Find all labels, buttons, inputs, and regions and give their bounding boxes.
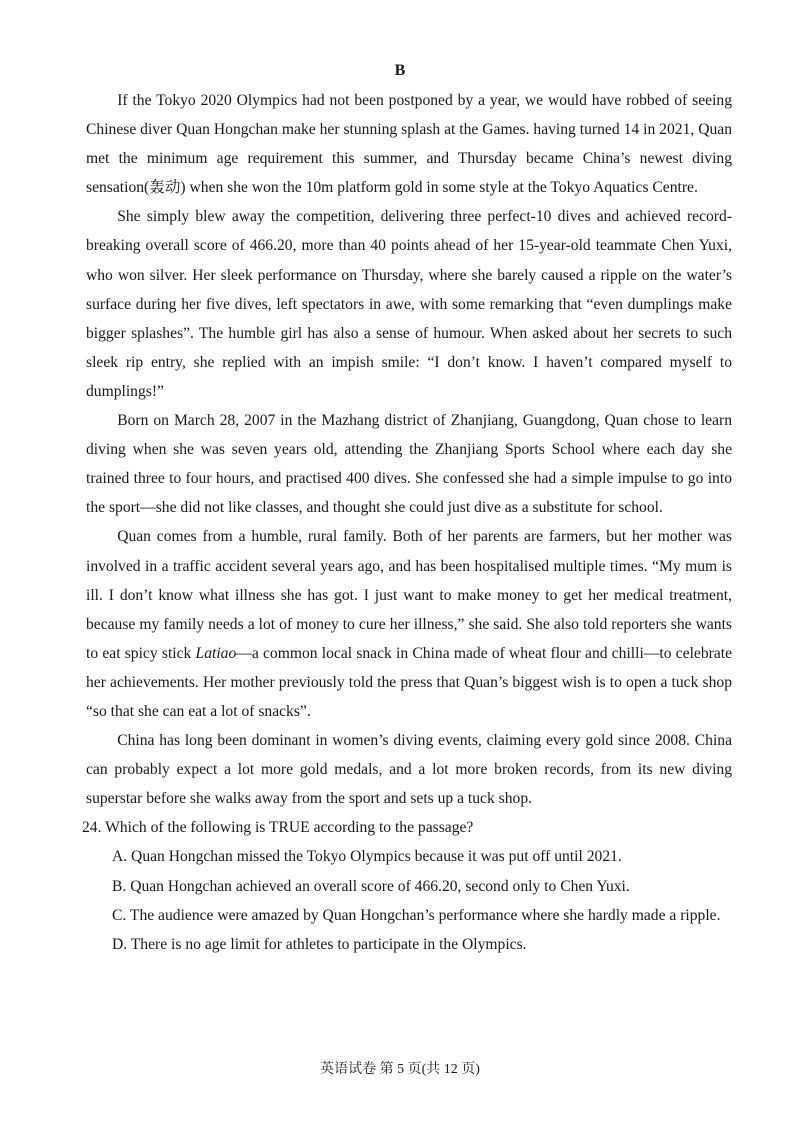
page-footer: 英语试卷 第 5 页(共 12 页) bbox=[320, 1062, 480, 1077]
passage bbox=[82, 86, 733, 959]
paragraph-4-text-end: —a common local snack in China made of wheat flour and chilli—to celebrate her achievements. Her mother previously told the press that Quan’s biggest wish is to open a tuck shop “so that she can eat a lot of snacks”. bbox=[86, 644, 733, 720]
latiao-term: Latiao bbox=[195, 644, 237, 662]
paragraph-2: She simply blew away the competition, delivering three perfect-10 dives and achieved record-breaking overall score of 466.20, more than 40 points ahead of her 15-year-old teammate Chen Yuxi, who won silver. Her sleek performance on Thursday, where she barely caused a ripple on the water’s surface during her five dives, left spectators in awe, with some remarking that “even dumplings make bigger splashes”. The humble girl has also a sense of humour. When asked about her secrets to such sleek rip entry, she replied with an impish smile: “I don’t know. I haven’t compared myself to dumplings!” bbox=[86, 208, 732, 400]
section-label: B bbox=[394, 62, 406, 79]
paragraph-3: Born on March 28, 2007 in the Mazhang district of Zhanjiang, Guangdong, Quan chose to learn diving when she was seven years old, attending the Zhanjiang Sports School where each day she trained three to four hours, and practised 400 dives. She confessed she had a simple impulse to go into the sport—she did not like classes, and thought she could just dive as a substitute for school. bbox=[86, 412, 732, 517]
option-b: B. Quan Hongchan achieved an overall score of 466.20, second only to Chen Yuxi. bbox=[112, 877, 630, 895]
paragraph-4-text-start: Quan comes from a humble, rural family. Both of her parents are farmers, but her mother was involved in a traffic accident several years ago, and has been hospitalised multiple times. “My mum is ill. I don’t know what illness she has got. I just want to make money to get her medical treatment, because my family needs a lot of money to cure her illness,” she said. She also told reporters she wants to eat spicy stick bbox=[86, 528, 732, 662]
option-c: C. The audience were amazed by Quan Hongchan’s performance where she hardly made a ripple. bbox=[112, 906, 721, 924]
question-24-stem: 24. Which of the following is TRUE according to the passage? bbox=[82, 819, 474, 837]
paragraph-4 bbox=[86, 522, 732, 726]
paragraph-5: China has long been dominant in women’s diving events, claiming every gold since 2008. China can probably expect a lot more gold medals, and a lot more broken records, from its new diving superstar before she walks away from the sport and sets up a tuck shop. bbox=[86, 732, 732, 808]
option-a: A. Quan Hongchan missed the Tokyo Olympics because it was put off until 2021. bbox=[112, 848, 622, 866]
option-d: D. There is no age limit for athletes to participate in the Olympics. bbox=[112, 935, 527, 953]
paragraph-1: If the Tokyo 2020 Olympics had not been postponed by a year, we would have robbed of seeing Chinese diver Quan Hongchan make her stunning splash at the Games. having turned 14 in 2021, Quan met the minimum age requirement this summer, and Thursday became China’s newest diving sensation(轰动) when she won the 10m platform gold in some style at the Tokyo Aquatics Centre. bbox=[86, 92, 732, 197]
